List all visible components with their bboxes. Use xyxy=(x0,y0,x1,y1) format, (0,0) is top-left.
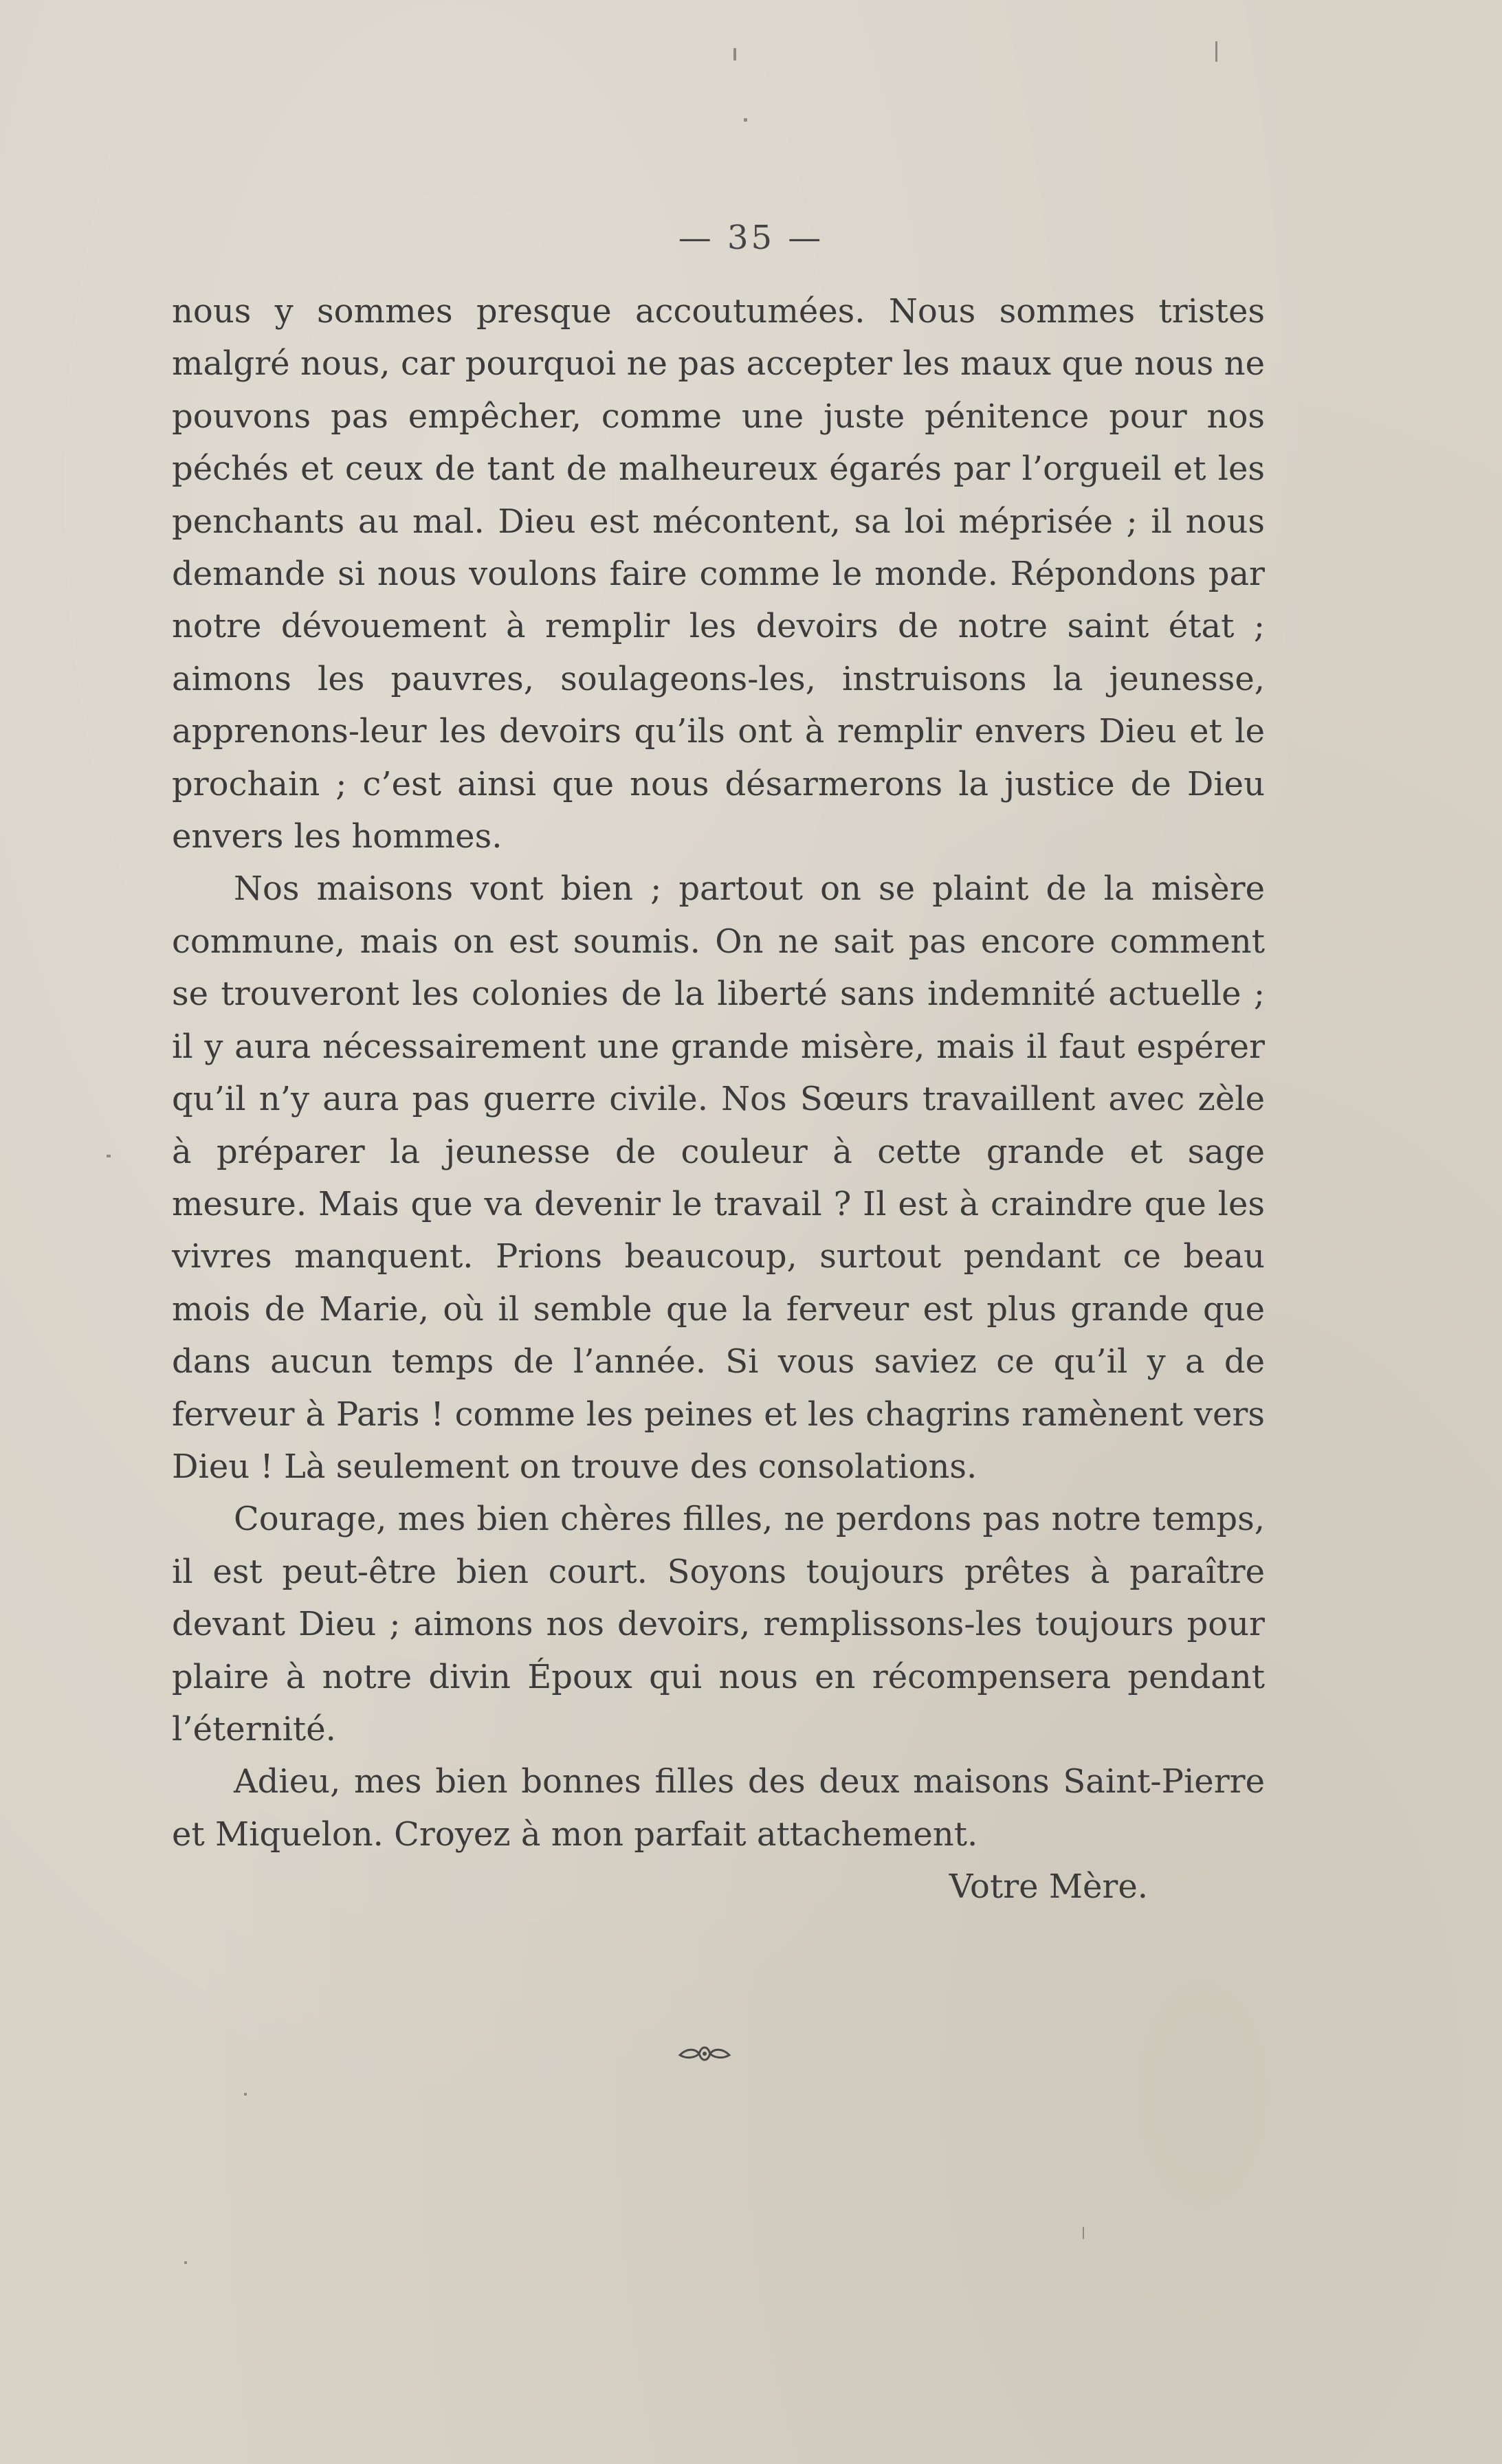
paper-speck xyxy=(107,1155,111,1157)
paper-speck xyxy=(733,48,736,60)
paper-speck xyxy=(184,2261,187,2264)
fleuron-ornament-icon xyxy=(677,2040,732,2067)
paragraph-1: nous y sommes presque accoutumées. Nous sommes tristes malgré nous, car pourquoi ne pas accepter les maux que nous ne pouvons pas empêcher, comme une juste pénitence pour nos péchés et ceux de tant de malheureux égarés par l’orgueil et les penchants au mal. Dieu est mécontent, sa loi méprisée ; il nous demande si nous voulons faire comme le monde. Répondons par notre dévouement à remplir les devoirs de notre saint état ; aimons les pauvres, soulageons-les, instruisons la jeunesse, apprenons-leur les devoirs qu’ils ont à remplir envers Dieu et le prochain ; c’est ainsi que nous désarmerons la justice de Dieu envers les hommes. xyxy=(172,292,1265,856)
body-text xyxy=(172,285,1265,1913)
paper-speck xyxy=(1215,41,1217,62)
page-number: — 35 — xyxy=(678,219,824,257)
signature: Votre Mère. xyxy=(949,1867,1148,1907)
paragraph-4: Adieu, mes bien bonnes filles des deux maisons Saint-Pierre et Miquelon. Croyez à mon parfait attachement. xyxy=(172,1762,1265,1854)
paper-speck xyxy=(244,2093,247,2096)
paper-speck xyxy=(744,118,747,122)
paragraph-3: Courage, mes bien chères filles, ne perdons pas notre temps, il est peut-être bien court. Soyons toujours prêtes à paraître devant Dieu ; aimons nos devoirs, remplissons-les toujours pour plaire à notre divin Époux qui nous en récompensera pendant l’éternité. xyxy=(172,1500,1265,1749)
paper-speck xyxy=(1083,2227,1084,2239)
paragraph-2: Nos maisons vont bien ; partout on se plaint de la misère commune, mais on est soumis. On ne sait pas encore comment se trouveront les colonies de la liberté sans indemnité actuelle ; il y aura nécessairement une grande misère, mais il faut espérer qu’il n’y aura pas guerre civile. Nos Sœurs travaillent avec zèle à préparer la jeunesse de couleur à cette grande et sage mesure. Mais que va devenir le travail ? Il est à craindre que les vivres manquent. Prions beaucoup, surtout pendant ce beau mois de Marie, où il semble que la ferveur est plus grande que dans aucun temps de l’année. Si vous saviez ce qu’il y a de ferveur à Paris ! comme les peines et les chagrins ramènent vers Dieu ! Là seulement on trouve des consolations. xyxy=(172,869,1265,1486)
